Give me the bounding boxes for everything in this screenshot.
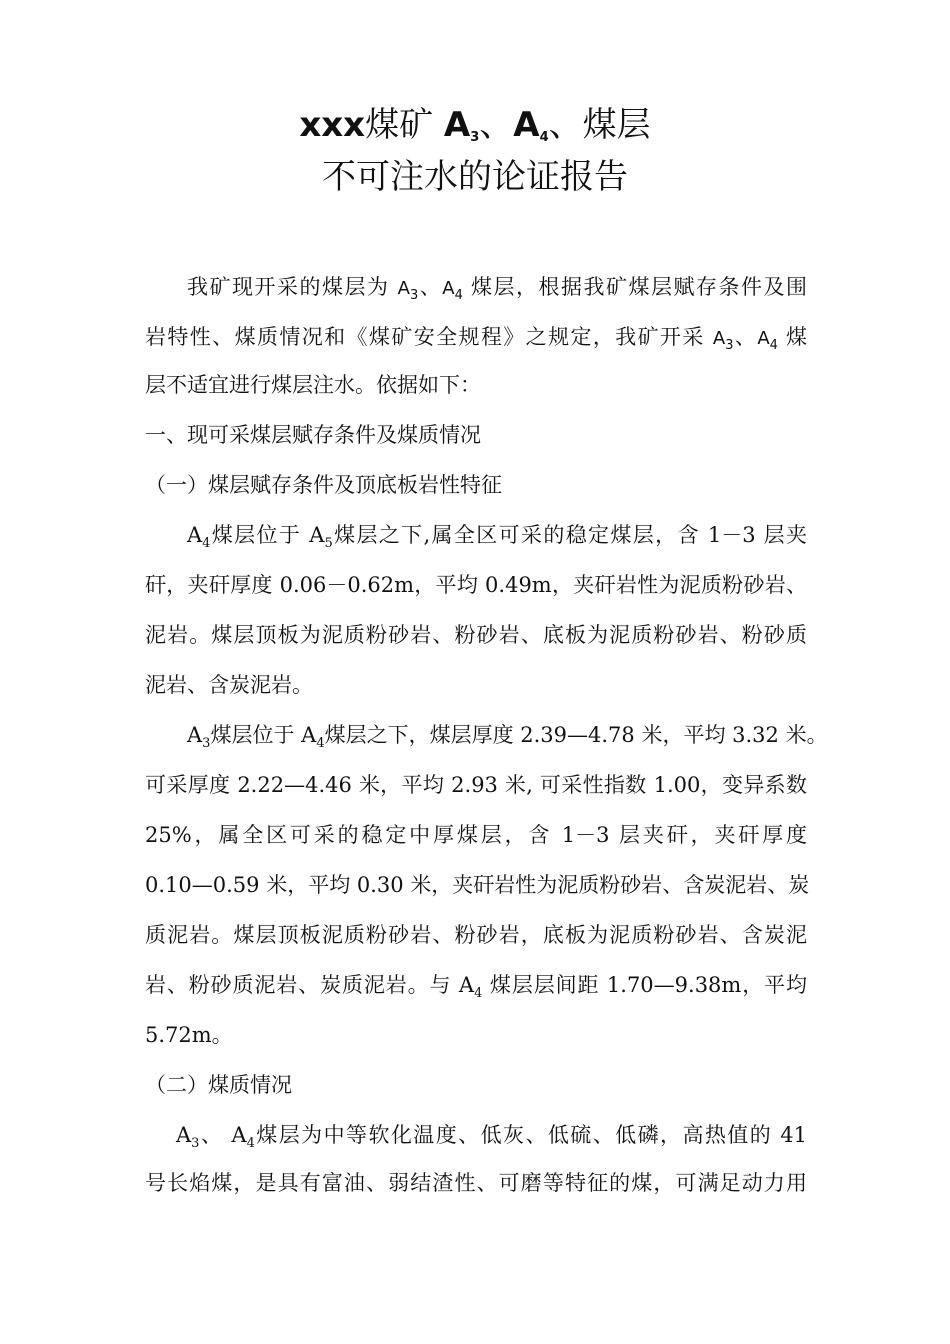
a3-line-3: 25%，属全区可采的稳定中厚煤层，含 1－3 层夹矸，夹矸厚度 <box>145 823 807 847</box>
title-seam-a3: $A_3$ <box>443 105 480 145</box>
subsection-heading-2: （二）煤质情况 <box>145 1073 292 1097</box>
title-seam-a4: $A_4$ <box>513 105 549 145</box>
page-subtitle: 不可注水的论证报告 <box>322 157 628 197</box>
intro-line-2: 岩特性、煤质情况和《煤矿安全规程》之规定，我矿开采 $A_3$、$A_4$ 煤 <box>145 325 807 353</box>
page-title: xxx煤矿 $A_3$、$A_4$、煤层 <box>299 105 651 145</box>
quality-line-1: $A_3$、 $A_4$煤层为中等软化温度、低灰、低硫、低磷，高热值的 41 <box>176 1123 807 1151</box>
a3-line-4: 0.10—0.59 米，平均 0.30 米，夹矸岩性为泥质粉砂岩、含炭泥岩、炭 <box>145 873 810 897</box>
section-heading-1: 一、现可采煤层赋存条件及煤质情况 <box>145 423 481 447</box>
quality-line-2: 号长焰煤，是具有富油、弱结渣性、可磨等特征的煤，可满足动力用 <box>145 1171 807 1195</box>
a4-line-2: 矸，夹矸厚度 0.06－0.62m，平均 0.49m，夹矸岩性为泥质粉砂岩、 <box>145 573 807 597</box>
a3-line-6: 岩、粉砂质泥岩、炭质泥岩。与 $A_4$ 煤层层间距 1.70—9.38m，平均 <box>145 973 807 1001</box>
a3-line-2: 可采厚度 2.22—4.46 米，平均 2.93 米, 可采性指数 1.00，变异系数 <box>145 773 807 797</box>
a4-line-1: $A_4$煤层位于 $A_5$煤层之下,属全区可采的稳定煤层，含 1－3 层夹 <box>187 523 807 551</box>
a3-line-1: $A_3$煤层位于 $A_4$煤层之下，煤层厚度 2.39—4.78 米，平均 3.32 米。 <box>187 723 828 751</box>
title-mine-prefix: xxx <box>299 105 366 145</box>
a3-line-7: 5.72m。 <box>145 1023 233 1047</box>
intro-line-3: 层不适宜进行煤层注水。依据如下： <box>145 373 481 397</box>
a3-line-5: 质泥岩。煤层顶板泥质粉砂岩、粉砂岩，底板为泥质粉砂岩、含炭泥 <box>145 923 807 947</box>
intro-line-1: 我矿现开采的煤层为 $A_3$、$A_4$ 煤层，根据我矿煤层赋存条件及围 <box>187 275 807 303</box>
subsection-heading-1: （一）煤层赋存条件及顶底板岩性特征 <box>145 473 502 497</box>
title-suffix: 、煤层 <box>548 105 651 145</box>
a4-line-3: 泥岩。煤层顶板为泥质粉砂岩、粉砂岩、底板为泥质粉砂岩、粉砂质 <box>145 623 807 647</box>
a4-line-4: 泥岩、含炭泥岩。 <box>145 673 313 697</box>
title-mine: 煤矿 <box>365 105 444 145</box>
